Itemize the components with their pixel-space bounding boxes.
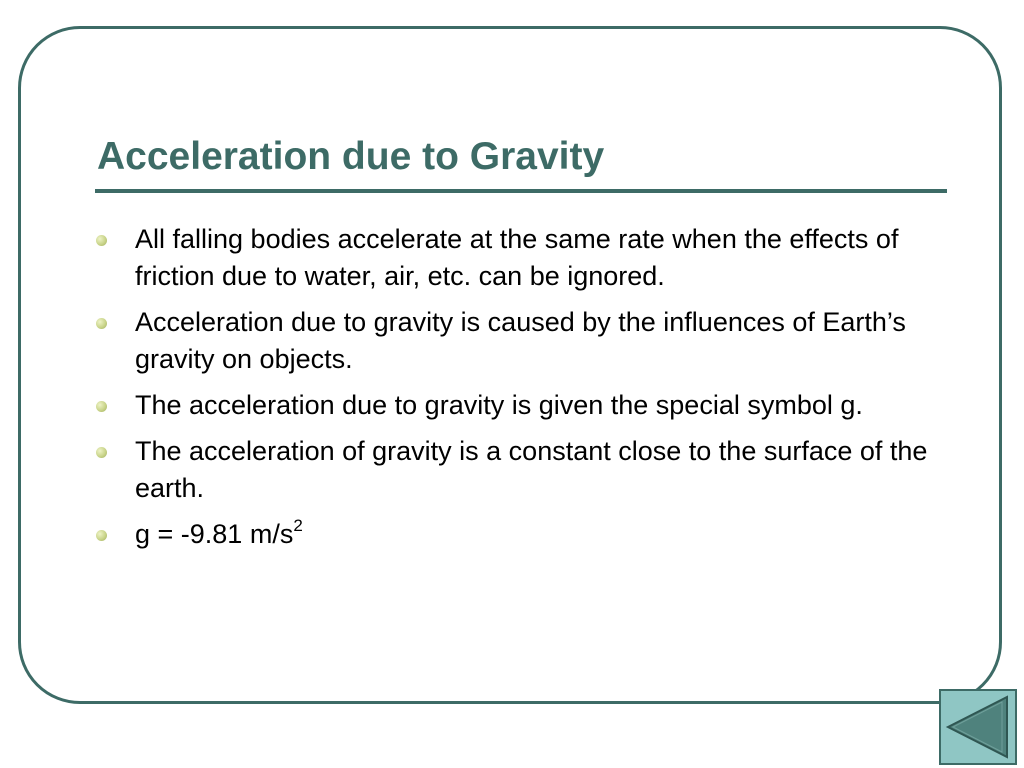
bullet-item [96, 433, 936, 507]
slide-title: Acceleration due to Gravity [97, 135, 605, 178]
formula-exponent: 2 [293, 516, 303, 535]
bullet-list [96, 221, 936, 562]
title-underline [95, 189, 947, 193]
previous-slide-button[interactable] [939, 689, 1017, 765]
bullet-dot-icon [96, 530, 107, 541]
formula-text: g = -9.81 m/s [135, 519, 294, 549]
bullet-text: All falling bodies accelerate at the same rate when the effects of friction due to water, air, etc. can be ignored. [135, 224, 899, 291]
bullet-dot-icon [96, 447, 107, 458]
bullet-item [96, 516, 936, 553]
bullet-text [135, 516, 303, 549]
bullet-dot-icon [96, 235, 107, 246]
bullet-dot-icon [96, 318, 107, 329]
bullet-item [96, 221, 936, 295]
bullet-text: The acceleration due to gravity is given the special symbol g. [135, 390, 863, 420]
bullet-item [96, 387, 936, 424]
bullet-dot-icon [96, 401, 107, 412]
bullet-text: Acceleration due to gravity is caused by the influences of Earth’s gravity on objects. [135, 307, 906, 374]
bullet-text: The acceleration of gravity is a constant close to the surface of the earth. [135, 436, 928, 503]
bullet-item [96, 304, 936, 378]
triangle-left-icon [941, 691, 1015, 763]
